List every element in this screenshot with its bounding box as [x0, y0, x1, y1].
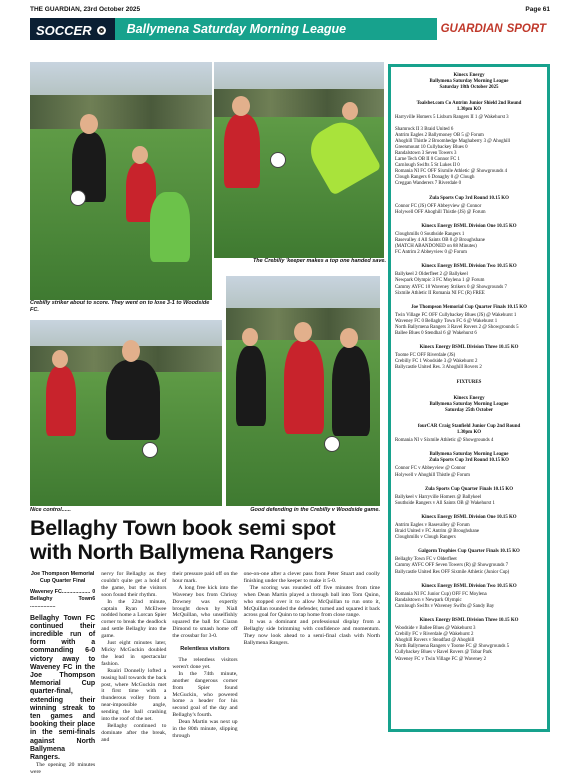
fixture-line: Carnlough Swifts v Waveney Swifts @ Sandy Bay	[395, 603, 495, 609]
fixture-line: Romania NI FC Junior Cup) OFF FC Moylena	[395, 591, 487, 597]
fixtures-spacer	[395, 479, 543, 484]
fixtures-heading: Ballymena Saturday Morning League Zula Sports Cup 3rd Round 10.15 KO	[429, 452, 509, 464]
fixture-line: Romania NI FC OFF Sixmile Athletic @ Showgrounds 4	[395, 169, 508, 175]
score-home	[30, 589, 95, 596]
fixture-line: Holywell OFF Ahoghill Thistle (JS) @ Forum	[395, 209, 486, 215]
caption-photo3: Nice control......	[30, 507, 71, 513]
home-team: Waveney FC...................	[30, 588, 91, 595]
fixtures-heading: Kinecx Energy BSML Division One 10.15 KO	[421, 514, 517, 520]
article-para: Bellaghy continued to dominate after the break, and	[101, 722, 167, 743]
away-score: 6	[92, 595, 96, 602]
fixtures-heading: Zula Sports Cup 3rd Round 10.15 KO	[429, 195, 509, 201]
article-para: Ruairi Donnelly lofted a teasing ball towards the back post, where McGuckin met it first time with a thunderous volley from a near-impossible angle, sending the ball crashing into the roof of the net.	[101, 667, 167, 723]
fixture-line: North Ballymena Rangers 3 Ravel Rovers 2 @ Showgrounds 5	[395, 325, 519, 330]
article-para: The opening 20 minutes were	[30, 762, 96, 776]
fixtures-spacer	[395, 256, 543, 261]
away-team: Bellaghy Town .................	[30, 595, 93, 609]
fixture-line: Creggan Wanderers 7 Riverdale 0	[395, 181, 462, 187]
fixture-line: Crebilly FC v Riverdale @ Wakehurst 2	[395, 632, 474, 638]
article-para: The relentless visitors weren't done yet.	[172, 656, 238, 670]
cup-title: Joe Thompson Memorial Cup Quarter Final	[30, 571, 95, 584]
fixtures-spacer	[395, 216, 543, 221]
photo-crebilly-striker	[30, 62, 212, 300]
fixtures-spacer	[395, 188, 543, 193]
article-lead: Bellaghy Town FC continued their incredible run of form with a commanding 6-0 victory away to Waveney FC in the Joe Thompson Memorial Cup quarter-final, extending their winning streak to ten games and booking their place in the semi-finals against North Ballymena Rangers.	[30, 614, 96, 761]
page-meta	[30, 6, 550, 16]
fixture-line: Cloughmills v Clough Rangers	[395, 535, 456, 541]
fixtures-spacer	[395, 416, 543, 421]
photo-good-defending	[226, 276, 380, 506]
fixtures-heading: Kinecx Energy Ballymena Saturday Morning League Saturday 25th October	[429, 395, 509, 413]
fixture-line: Larne Tech OB II 0 Connor FC 1	[395, 157, 460, 163]
fixtures-spacer	[395, 541, 543, 546]
article-para: Just eight minutes later, Micky McGuckin doubled the lead in spectacular fashion.	[101, 640, 167, 667]
fixture-line: Holywell v Ahoghill Thistle @ Forum	[395, 472, 470, 478]
article-body	[30, 571, 380, 776]
fixture-line: Ballycastle United Res. 3 Ahoghill Rovers 2	[395, 365, 482, 371]
article-col-3	[172, 571, 237, 776]
fixture-line: Twin Village FC OFF Cullybackey Blues (JS) @ Wakehurst 1	[395, 312, 517, 318]
fixture-line: Newpark Olympic 3 FC Moylena 1 @ Forum	[395, 278, 485, 284]
fixture-line: Cammy AYFC OFF Seven Towers (R) @ Showgrounds 7	[395, 563, 509, 569]
fixture-line: Romania NI v Sixmile Athletic @ Showgrounds 4	[395, 438, 494, 444]
home-score: 0	[92, 588, 96, 595]
fixture-line: Rasevalley 4 All Saints OB 0 @ Broughshane	[395, 237, 485, 243]
soccer-tag	[30, 18, 115, 40]
article-col-1	[30, 571, 95, 776]
article-para: In the 74th minute, another dangerous corner from Spier found McGuckin, who powered home a header for his second goal of the day and Bellaghy's fourth.	[172, 670, 238, 719]
fixtures-heading: Kinecx Energy BSML Division Two 10.15 KO	[421, 264, 517, 270]
fixture-line: Cullybackey Blues v Ravel Rovers @ Tobar Park	[395, 650, 492, 656]
fixtures-spacer	[395, 576, 543, 581]
fixture-line: Connor FC (JS) OFF Abbeyview @ Connor	[395, 203, 482, 209]
fixtures-heading: Kinecx Energy Ballymena Saturday Morning League Saturday 18th October 2025	[429, 73, 509, 91]
fixture-line: Cloughmills 0 Southside Rangers 1	[395, 231, 465, 237]
fixtures-spacer	[395, 93, 543, 98]
fixtures-heading: Kinecx Energy BSML Division Two 10.15 KO	[421, 583, 517, 589]
fixtures-heading: Zula Sports Cup Quarter Finals 10.15 KO	[424, 486, 514, 492]
article-para: A long free kick into the Waveney box from Chrissy Downey was expertly brought down by Niall McQuillan, who unselfishly squared the ball for Ciaran Dimond to smash home off the crossbar for 3-0.	[172, 584, 238, 640]
fixtures-heading: FIXTURES	[456, 379, 482, 385]
fixtures-spacer	[395, 337, 543, 342]
article-para: nervy for Bellaghy as they couldn't quite get a hold of the game, but the visitors soon found their rhythm.	[101, 571, 167, 598]
fixture-line: Ballee Blues 0 Stendhal 6 @ Wakehurst 6	[395, 331, 477, 337]
fixture-line: (MATCH ABANDONED on 88 Minutes)	[395, 244, 477, 250]
article-para: In the 22nd minute, captain Ryan McElwee nodded home a Lorcan Spier corner to break the deadlock and settle Bellaghy into the game.	[101, 598, 167, 640]
fixtures-heading: Toalsbet.com Co Antrim Junior Shield 2nd Round 1.30pm KO	[416, 101, 522, 113]
caption-photo1: Crebilly striker about to score. They went on to lose 3-1 to Woodside FC.	[30, 300, 210, 313]
fixture-line: Waveney FC 0 Bellaghy Town FC 6 @ Wakehurst 1	[395, 318, 498, 324]
fixture-line: Connor FC v Abbeyview @ Connor	[395, 466, 466, 472]
fixture-line: Sixmile Athletic II Romania NI FC (R) FREE	[395, 290, 485, 296]
photo-nice-control	[30, 320, 222, 506]
fixtures-spacer	[395, 444, 543, 449]
fixture-line: Shamrock II 3 Braid United 6	[395, 126, 454, 132]
results-fixtures-panel	[388, 64, 550, 732]
page-number: Page 61	[525, 6, 550, 13]
fixture-line: Randalstown 3 Seven Towers 3	[395, 150, 457, 156]
fixture-line: Randalstown v Newpark Olympic	[395, 597, 462, 603]
fixture-line: Ballykeel v Harryville Homers @ Ballykeel	[395, 494, 482, 500]
article-para: their pressure paid off on the hour mark.	[172, 571, 238, 584]
fixtures-heading: Kinecx Energy BSML Division Three 10.15 KO	[419, 345, 519, 351]
fixtures-spacer	[395, 372, 543, 377]
fixture-line: Southside Rangers v All Saints OB @ Wakehurst 1	[395, 500, 495, 506]
score-away	[30, 596, 95, 610]
fixture-line: Ballykeel 2 Olderfleet 2 @ Ballykeel	[395, 272, 468, 278]
fixture-line: Woodside v Ballee Blues @ Wakehurst 3	[395, 626, 476, 632]
fixture-line: Ahoghill Thistle 2 Broomhedge Maghaberry 3 @ Ahoghill	[395, 138, 511, 144]
fixture-line: Antrim Eagles 2 Ballymoney OB 5 @ Forum	[395, 132, 484, 138]
fixtures-spacer	[395, 507, 543, 512]
fixtures-heading: Kinecx Energy BSML Division Three 10.15 KO	[419, 618, 519, 623]
fixture-line: Toome FC OFF Riverdale (JS)	[395, 353, 456, 359]
article-para: one-on-one after a clever pass from Peter Stuart and coolly finishing under the keeper to make it 5-0.	[243, 571, 380, 584]
fixture-line: Crebilly FC 1 Woodside 3 @ Wakehurst 2	[395, 359, 478, 365]
article-col-4	[244, 571, 380, 776]
fixture-line: North Ballymena Rangers v Toome FC @ Showgrounds 5	[395, 644, 510, 650]
fixture-line: Antrim Eagles v Rasevalley @ Forum	[395, 522, 470, 528]
fixture-line: Greenmount 10 Cullybackey Blues 0	[395, 144, 468, 150]
article-para: The scoring was rounded off five minutes from time when Dean Martin played a through ball into Tom Quinn, who stopped over it to allow McQuillan to run onto it, McQuillan rounded the defender, turned and squared it back across goal for Quinn to tap home from close range.	[243, 584, 380, 619]
fixture-line: Waveney FC v Twin Village FC @ Waveney 2	[395, 656, 487, 662]
caption-photo4: Good defending in the Crebilly v Woodside game.	[250, 507, 380, 513]
fixture-line: Braid United v FC Antrim @ Broughshane	[395, 529, 480, 535]
fixtures-spacer	[395, 610, 543, 615]
fixtures-spacer	[395, 663, 543, 668]
fixtures-spacer	[395, 297, 543, 302]
article-col-2	[101, 571, 166, 776]
article-para: Dean Martin was next up in the 80th minute, slipping through	[172, 719, 238, 739]
fixture-line: Harryville Homers 5 Lisburn Rangers II 1 @ Wakehurst 3	[395, 115, 509, 121]
fixtures-spacer	[395, 388, 543, 393]
fixture-line: Cammy AYFC 10 Waveney Strikers 0 @ Showgrounds 7	[395, 284, 507, 290]
article-subhead: Relentless visitors	[180, 646, 230, 653]
caption-photo2: The Crebilly 'keeper makes a top one handed save.	[252, 258, 386, 264]
brand-left: GUARDIAN	[440, 23, 503, 35]
photo-keeper-save	[214, 62, 384, 258]
banner-title: Ballymena Saturday Morning League	[115, 18, 437, 40]
article-headline: Bellaghy Town book semi spot with North Ballymena Rangers	[30, 516, 336, 564]
fixture-line: Ahoghill Rovers v Steadfast @ Ahoghill	[395, 638, 475, 644]
fixtures-heading: fourCAR Craig Stanfield Junior Cup 2nd Round 1.30pm KO	[417, 423, 521, 436]
fixture-line: Bellaghy Town FC v Olderfleet	[395, 557, 457, 563]
brand-right: SPORT	[506, 23, 546, 35]
article-para: It was a dominant and professional display from a Bellaghy side brimming with confidence and momentum. They now look ahead to a semi-final clash with North Ballymena Rangers.	[243, 619, 380, 647]
section-label: SOCCER	[36, 23, 92, 38]
fixtures-heading: Joe Thompson Memorial Cup Quarter Finals 10.15 KO	[411, 304, 527, 310]
fixtures-heading: Kinecx Energy BSML Division One 10.15 KO	[421, 223, 517, 229]
guardian-sport-logo	[437, 18, 550, 40]
football-icon	[96, 25, 107, 36]
section-banner	[30, 18, 550, 40]
fixture-line: FC Antrim 2 Abbeyview 0 @ Forum	[395, 250, 467, 256]
publication-date: THE GUARDIAN, 23rd October 2025	[30, 6, 141, 13]
fixture-line: Ballycastle United Res OFF Sixmile Athletic (Junior Cup)	[395, 569, 510, 575]
fixtures-heading: Galgorm Trophies Cup Quarter Finals 10.15 KO	[418, 549, 520, 555]
fixture-line: Clough Rangers 6 Donaghy 0 @ Clough	[395, 175, 475, 181]
fixture-line: Carnlough Swifts 5 St Lukes II 0	[395, 163, 460, 169]
